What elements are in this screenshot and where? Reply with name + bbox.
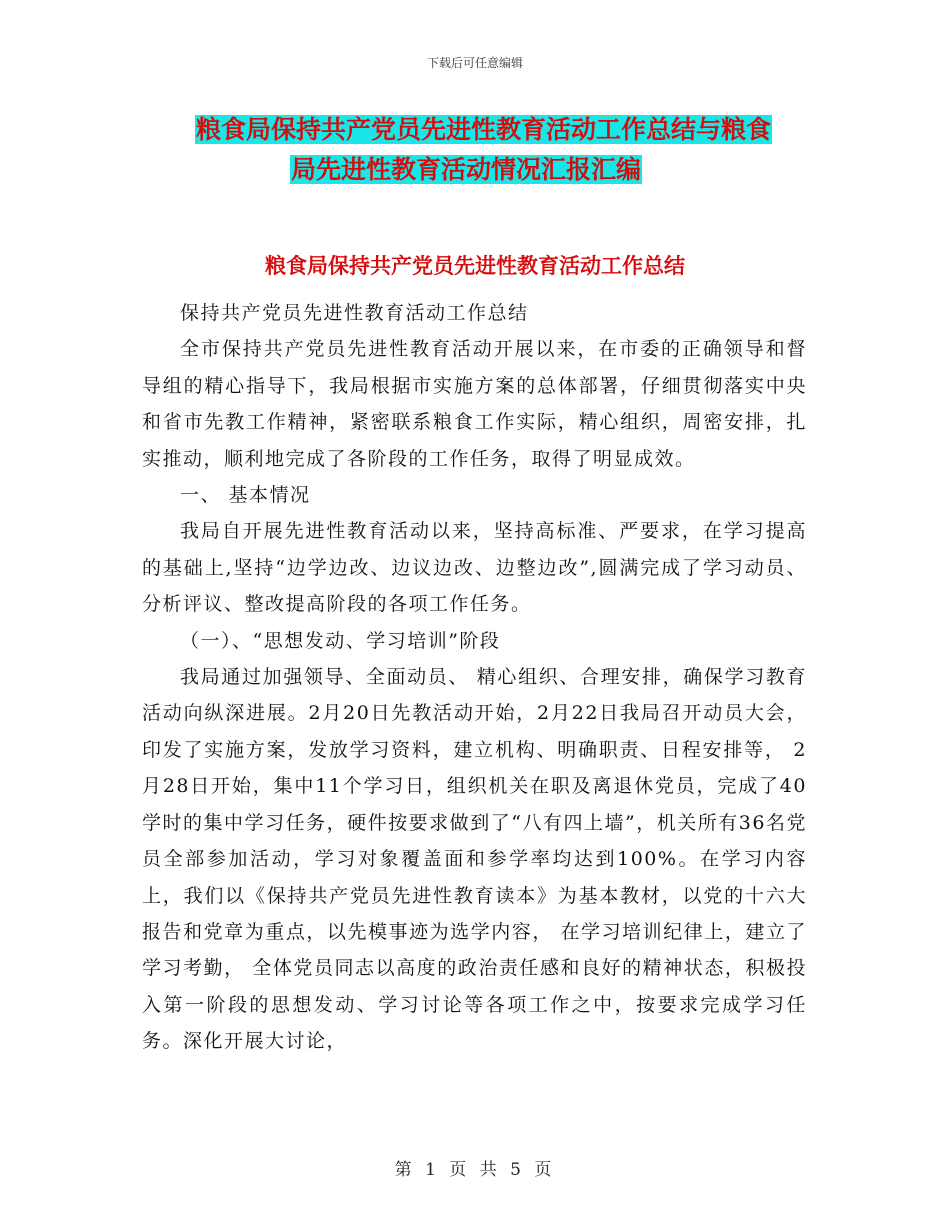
title-line-1 <box>195 110 825 150</box>
paragraph-intro: 全市保持共产党员先进性教育活动开展以来，在市委的正确领导和督导组的精心指导下，我局根据市实施方案的总体部署，仔细贯彻落实中央和省市先教工作精神，紧密联系粮食工作实际，精心组织，周密安排，扎实推动，顺利地完成了各阶段的工作任务，取得了明显成效。 <box>142 338 807 470</box>
heading-phase-one: （一）、“思想发动、学习培训”阶段 <box>180 629 501 652</box>
heading-basic-situation: 一、 基本情况 <box>180 484 311 507</box>
document-title <box>185 110 825 190</box>
title-line-2 <box>290 150 825 190</box>
paragraph-basic-situation: 我局自开展先进性教育活动以来，坚持高标准、严要求，在学习提高的基础上,坚持“边学边改、边议边改、边整边改”,圆满完成了学习动员、分析评议、整改提高阶段的各项工作任务。 <box>142 520 807 616</box>
page-number-footer: 第 1 页 共 5 页 <box>394 1160 556 1180</box>
title-line-1-text: 粮食局保持共产党员先进性教育活动工作总结与粮食 <box>196 115 772 144</box>
header-note: 下载后可任意编辑 <box>426 56 523 70</box>
section-title: 粮食局保持共产党员先进性教育活动工作总结 <box>265 254 685 278</box>
title-line-2-text: 局先进性教育活动情况汇报汇编 <box>291 155 642 184</box>
paragraph-subtitle: 保持共产党员先进性教育活动工作总结 <box>180 302 529 324</box>
body-text <box>142 295 807 1060</box>
paragraph-phase-one: 我局通过加强领导、全面动员、 精心组织、合理安排，确保学习教育活动向纵深进展。2月20日先教活动开始，2月22日我局召开动员大会，印发了实施方案，发放学习资料，建立机构、明确职责、日程安排等， 2月28日开始，集中11个学习日，组织机关在职及离退休党员，完成了40学时的集中学习任务，硬件按要求做到了“八有四上墙”，机关所有36名党员全部参加活动，学习对象覆盖面和参学率均达到100%。在学习内容上，我们以《保持共产党员先进性教育读本》为基本教材，以党的十六大报告和党章为重点，以先模事迹为选学内容， 在学习培训纪律上，建立了学习考勤， 全体党员同志以高度的政治责任感和良好的精神状态，积极投入第一阶段的思想发动、学习讨论等各项工作之中，按要求完成学习任务。深化开展大讨论， <box>142 666 807 1053</box>
